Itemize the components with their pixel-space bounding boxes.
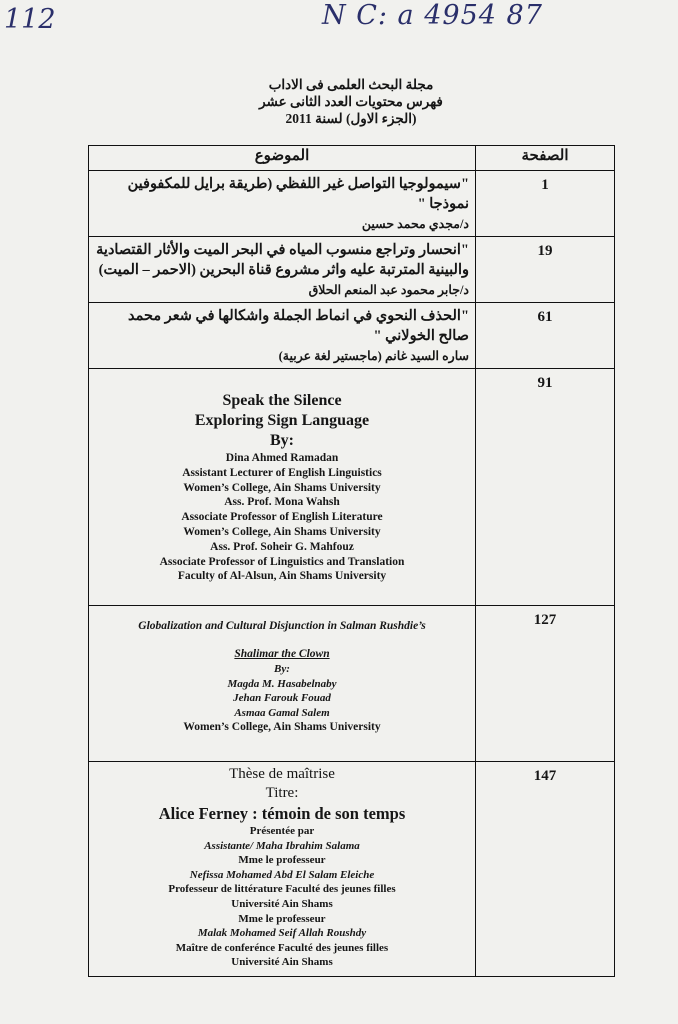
- author-line: Ass. Prof. Soheir G. Mahfouz: [210, 540, 354, 553]
- title-label: Titre:: [265, 785, 299, 801]
- presented-by-label: Présentée par: [249, 825, 315, 837]
- table-row: [89, 369, 615, 606]
- author-line: Asmaa Gamal Salem: [234, 706, 330, 719]
- journal-title: مجلة البحث العلمى فى الاداب: [268, 77, 434, 92]
- entry-title-line1: Speak the Silence: [222, 392, 342, 409]
- table-row: [89, 762, 615, 977]
- handwritten-page-number: 112: [4, 4, 56, 35]
- entry-page-number: 147: [476, 762, 615, 977]
- entry-title: "سيمولوجيا التواصل غير اللفظي (طريقة برايل للمكفوفين نموذجا ": [127, 176, 469, 212]
- author-line: Associate Professor of English Literature: [181, 511, 383, 524]
- author-line: Associate Professor of Linguistics and Translation: [159, 555, 405, 568]
- author-line: Women’s College, Ain Shams University: [183, 481, 381, 494]
- supervisor-title: Mme le professeur: [238, 854, 326, 867]
- column-header-subject: الموضوع: [89, 146, 476, 171]
- entry-author: د/مجدي محمد حسين: [361, 217, 469, 231]
- entry-page-number: 19: [476, 237, 615, 303]
- author-line: Dina Ahmed Ramadan: [225, 452, 339, 464]
- entry-page-number: 61: [476, 303, 615, 369]
- entry-title-line2: Shalimar the Clown: [234, 648, 330, 660]
- author-line: Assistant Lecturer of English Linguistics: [182, 466, 382, 479]
- entry-title: "الحذف النحوي في انماط الجملة واشكالها في شعر محمد صالح الخولاني ": [128, 308, 469, 344]
- author-line: Assistante/ Maha Ibrahim Salama: [204, 839, 360, 852]
- entry-page-number: 91: [476, 369, 615, 606]
- supervisor-role: Professeur de littérature Faculté des jeunes filles: [168, 883, 396, 896]
- table-row: [89, 606, 615, 762]
- supervisor-name: Malak Mohamed Seif Allah Roushdy: [197, 927, 367, 940]
- handwritten-accession-number: N C: a 4954 87: [322, 0, 543, 31]
- author-line: Magda M. Hasabelnaby: [227, 677, 337, 690]
- contents-table: [88, 145, 615, 977]
- supervisor-university: Université Ain Shams: [231, 956, 333, 969]
- entry-subject-cell: [89, 171, 476, 237]
- issue-part: (الجزء الاول) لسنة 2011: [285, 111, 417, 126]
- author-affiliation: Women’s College, Ain Shams University: [183, 721, 381, 733]
- column-header-page: الصفحة: [476, 146, 615, 171]
- table-row: [89, 303, 615, 369]
- entry-author: د/جابر محمود عبد المنعم الحلاق: [308, 283, 469, 297]
- contents-title: فهرس محتويات العدد الثانى عشر: [259, 94, 443, 109]
- author-line: Jehan Farouk Fouad: [233, 692, 331, 704]
- entry-subject-cell: [89, 237, 476, 303]
- entry-title: "انحسار وتراجع منسوب المياه في البحر الميت والأثار القتصادية والبينية المترتبة عليه واثر مشروع قناة البحرين (الاحمر – الميت): [96, 242, 469, 278]
- supervisor-university: Université Ain Shams: [231, 897, 333, 910]
- entry-author: ساره السيد غانم (ماجستير لغة عربية): [278, 349, 469, 363]
- thesis-type: Thèse de maîtrise: [229, 766, 335, 782]
- entry-by-label: By:: [270, 432, 294, 449]
- entry-page-number: 127: [476, 606, 615, 762]
- author-line: Ass. Prof. Mona Wahsh: [224, 496, 340, 509]
- entry-title: Alice Ferney : témoin de son temps: [158, 804, 406, 823]
- table-row: [89, 171, 615, 237]
- journal-header: [88, 76, 614, 127]
- entry-subject-cell: [89, 762, 476, 977]
- entry-title-line1: Globalization and Cultural Disjunction in Salman Rushdie’s: [138, 620, 426, 632]
- supervisor-role: Maître de conferénce Faculté des jeunes filles: [175, 941, 389, 954]
- entry-subject-cell: [89, 606, 476, 762]
- entry-title-line2: Exploring Sign Language: [194, 412, 370, 429]
- supervisor-title: Mme le professeur: [238, 912, 326, 925]
- author-line: Women’s College, Ain Shams University: [183, 525, 381, 538]
- supervisor-name: Nefissa Mohamed Abd El Salam Eleiche: [189, 868, 375, 881]
- table-row: [89, 237, 615, 303]
- entry-page-number: 1: [476, 171, 615, 237]
- table-header-row: [89, 146, 615, 171]
- author-line: Faculty of Al-Alsun, Ain Shams University: [177, 570, 387, 583]
- entry-by-label: By:: [274, 663, 290, 675]
- entry-subject-cell: [89, 369, 476, 606]
- entry-subject-cell: [89, 303, 476, 369]
